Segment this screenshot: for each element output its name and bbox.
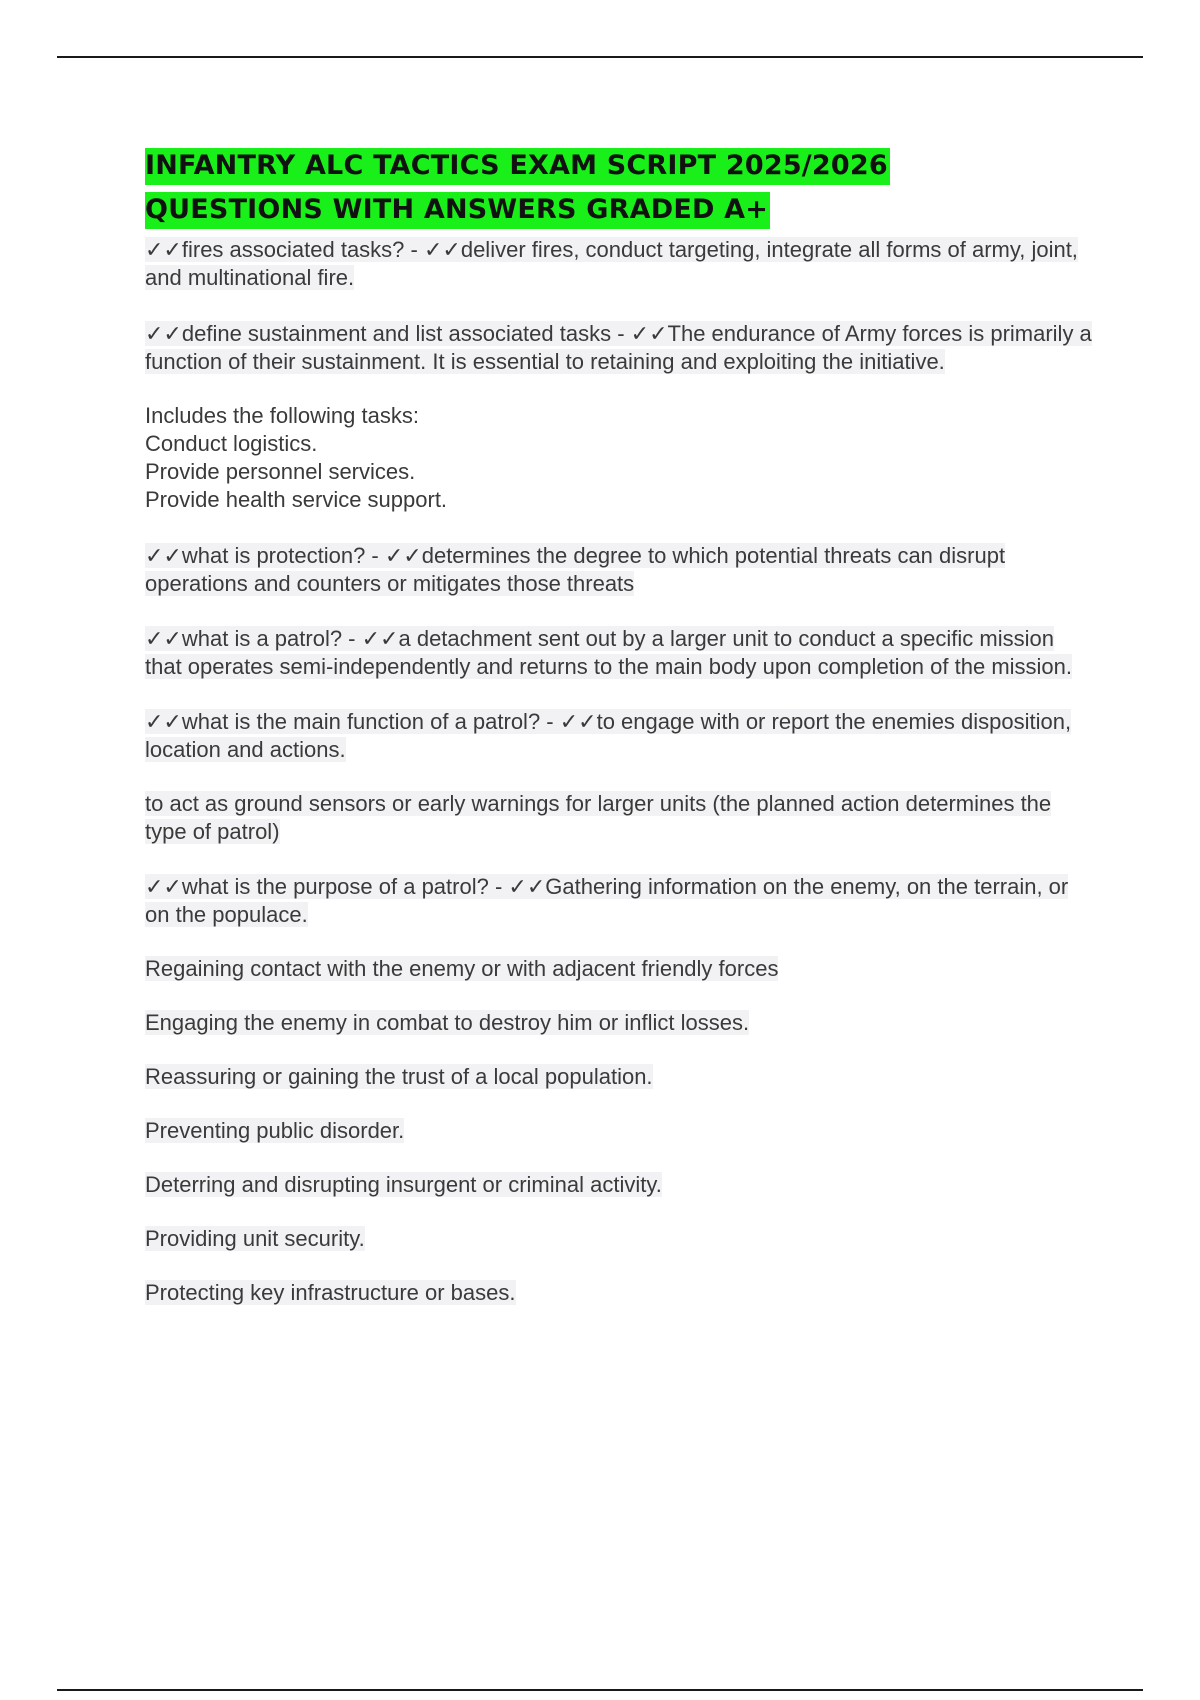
patrol-function-note bbox=[145, 790, 1095, 846]
purpose-item: Deterring and disrupting insurgent or criminal activity. bbox=[145, 1172, 662, 1197]
document-title bbox=[145, 144, 1095, 232]
qa-fires bbox=[145, 236, 1095, 292]
purpose-item: Regaining contact with the enemy or with adjacent friendly forces bbox=[145, 956, 779, 981]
paragraph-text: to act as ground sensors or early warnings for larger units (the planned action determines the type of patrol) bbox=[145, 791, 1052, 844]
list-item: Provide personnel services. bbox=[145, 459, 416, 484]
qa-text: ✓✓what is the main function of a patrol? - ✓✓to engage with or report the enemies disposition, location and actions. bbox=[145, 709, 1072, 762]
list-item: Provide health service support. bbox=[145, 487, 448, 512]
title-line-1: INFANTRY ALC TACTICS EXAM SCRIPT 2025/2026 bbox=[145, 148, 890, 185]
qa-patrol-definition bbox=[145, 625, 1095, 681]
qa-text: ✓✓what is the purpose of a patrol? - ✓✓Gathering information on the enemy, on the terrain, or on the populace. bbox=[145, 874, 1069, 927]
purpose-item: Protecting key infrastructure or bases. bbox=[145, 1280, 516, 1305]
qa-text: ✓✓define sustainment and list associated tasks - ✓✓The endurance of Army forces is primarily a function of their sustainment. It is essential to retaining and exploiting the initiative. bbox=[145, 321, 1092, 374]
document-body bbox=[145, 144, 1095, 1307]
purpose-item: Engaging the enemy in combat to destroy him or inflict losses. bbox=[145, 1010, 750, 1035]
qa-text: ✓✓fires associated tasks? - ✓✓deliver fires, conduct targeting, integrate all forms of army, joint, and multinational fire. bbox=[145, 237, 1078, 290]
purpose-item: Providing unit security. bbox=[145, 1226, 365, 1251]
sustainment-task-list bbox=[145, 402, 1095, 514]
page-top-rule bbox=[57, 56, 1143, 58]
list-item: Conduct logistics. bbox=[145, 431, 318, 456]
qa-patrol-purpose bbox=[145, 873, 1095, 929]
purpose-item: Preventing public disorder. bbox=[145, 1118, 405, 1143]
qa-protection bbox=[145, 542, 1095, 598]
qa-text: ✓✓what is a patrol? - ✓✓a detachment sent out by a larger unit to conduct a specific mission that operates semi-independently and returns to the main body upon completion of the mission. bbox=[145, 626, 1072, 679]
qa-sustainment bbox=[145, 320, 1095, 376]
list-item: Includes the following tasks: bbox=[145, 403, 419, 428]
qa-patrol-main-function bbox=[145, 708, 1095, 764]
page-bottom-rule bbox=[57, 1689, 1143, 1691]
qa-text: ✓✓what is protection? - ✓✓determines the degree to which potential threats can disrupt operations and counters or mitigates those threats bbox=[145, 543, 1006, 596]
purpose-item: Reassuring or gaining the trust of a local population. bbox=[145, 1064, 653, 1089]
title-line-2: QUESTIONS WITH ANSWERS GRADED A+ bbox=[145, 192, 770, 229]
